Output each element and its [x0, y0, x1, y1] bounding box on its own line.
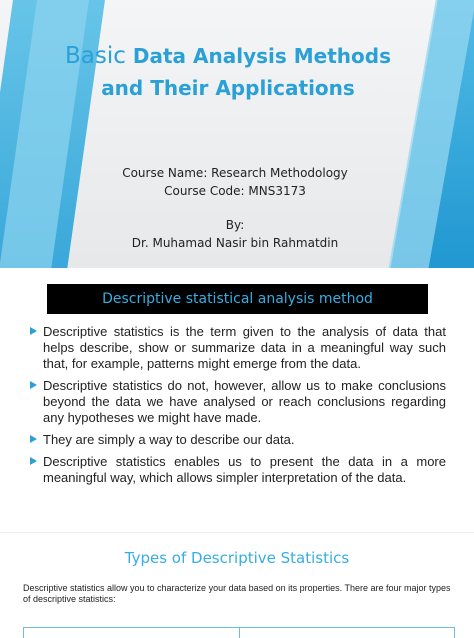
triangle-bullet-icon [30, 435, 37, 443]
course-code: Course Code: MNS3173 [164, 184, 306, 198]
list-item [30, 432, 446, 448]
bullet-text: Descriptive statistics do not, however, allow us to make conclusions beyond the data we have analysed or reach conclusions regarding any hypotheses we might have made. [43, 378, 446, 425]
by-label: By: [225, 218, 245, 232]
slide-body-text: Descriptive statistics allow you to characterize your data based on its properties. There are four major types of descriptive statistics: [23, 583, 451, 604]
list-item [30, 324, 446, 372]
bullet-text: Descriptive statistics is the term given to the analysis of data that helps describe, show or summarize data in a meaningful way such that, for example, patterns might emerge from the data. [43, 324, 446, 371]
course-info [90, 164, 380, 252]
bullet-list [30, 324, 446, 492]
bullet-text: They are simply a way to describe our data. [43, 432, 295, 447]
triangle-bullet-icon [30, 381, 37, 389]
list-item [30, 454, 446, 486]
title-first-word: Basic [65, 43, 126, 69]
table [23, 627, 455, 638]
slide-header: Descriptive statistical analysis method [47, 284, 428, 314]
descriptive-method-slide [0, 268, 474, 530]
triangle-bullet-icon [30, 457, 37, 465]
types-slide [0, 532, 474, 633]
title-slide [0, 0, 474, 268]
author-name: Dr. Muhamad Nasir bin Rahmatdin [131, 236, 339, 250]
triangle-bullet-icon [30, 327, 37, 335]
list-item [30, 378, 446, 426]
title-line1: Data Analysis Methods [132, 44, 391, 68]
slide-title [58, 40, 398, 104]
course-name: Course Name: Research Methodology [122, 166, 348, 180]
title-line2: and Their Applications [101, 76, 355, 100]
bullet-text: Descriptive statistics enables us to present the data in a more meaningful way, which allows simpler interpretation of the data. [43, 454, 446, 485]
slide-title: Types of Descriptive Statistics [124, 549, 350, 567]
